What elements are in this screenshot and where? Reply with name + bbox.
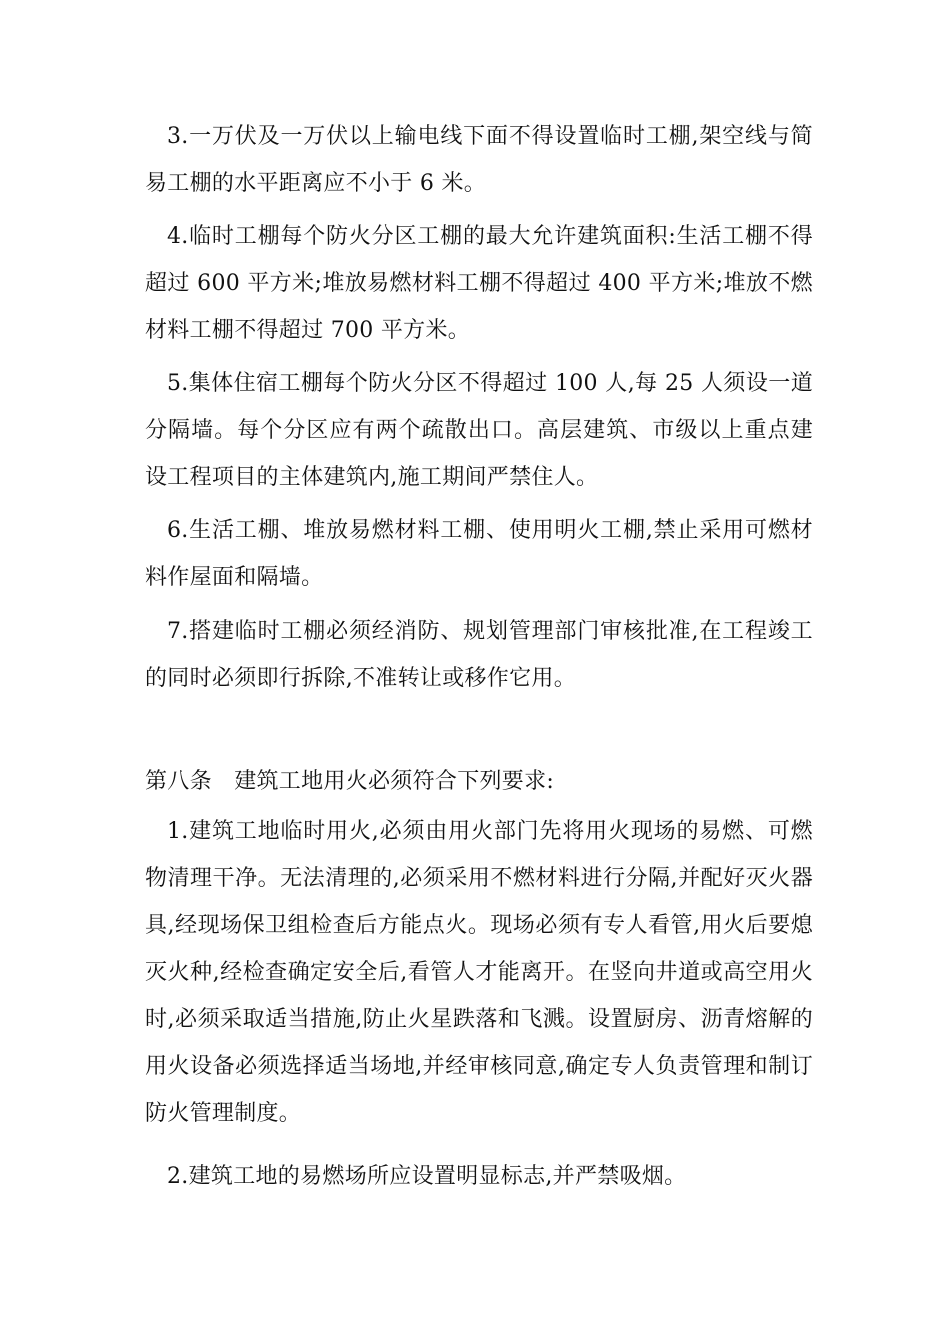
article-paragraph-item-1: 1.建筑工地临时用火,必须由用火部门先将用火现场的易燃、可燃物清理干净。无法清理的,必须采用不燃材料进行分隔,并配好灭火器具,经现场保卫组检查后方能点火。现场必须有专人看管,用火后要熄灭火种,经检查确定安全后,看管人才能离开。在竖向井道或高空用火时,必须采取适当措施,防止火星跌落和飞溅。设置厨房、沥青熔解的用火设备必须选择适当场地,并经审核同意,确定专人负责管理和制订防火管理制度。: [145, 819, 813, 1126]
article-heading: 第八条 建筑工地用火必须符合下列要求:: [145, 769, 555, 794]
paragraph-item-4: 4.临时工棚每个防火分区工棚的最大允许建筑面积:生活工棚不得超过 600 平方米;堆放易燃材料工棚不得超过 400 平方米;堆放不燃材料工棚不得超过 700 平方米。: [145, 224, 813, 343]
paragraph-item-6: 6.生活工棚、堆放易燃材料工棚、使用明火工棚,禁止采用可燃材料作屋面和隔墙。: [145, 518, 813, 590]
article-paragraph-item-2: 2.建筑工地的易燃场所应设置明显标志,并严禁吸烟。: [167, 1164, 687, 1189]
paragraph-item-5: 5.集体住宿工棚每个防火分区不得超过 100 人,每 25 人须设一道分隔墙。每个分区应有两个疏散出口。高层建筑、市级以上重点建设工程项目的主体建筑内,施工期间严禁住人。: [145, 371, 813, 490]
paragraph-item-7: 7.搭建临时工棚必须经消防、规划管理部门审核批准,在工程竣工的同时必须即行拆除,不准转让或移作它用。: [145, 619, 813, 691]
paragraph-item-3: 3.一万伏及一万伏以上输电线下面不得设置临时工棚,架空线与简易工棚的水平距离应不小于 6 米。: [145, 124, 813, 196]
